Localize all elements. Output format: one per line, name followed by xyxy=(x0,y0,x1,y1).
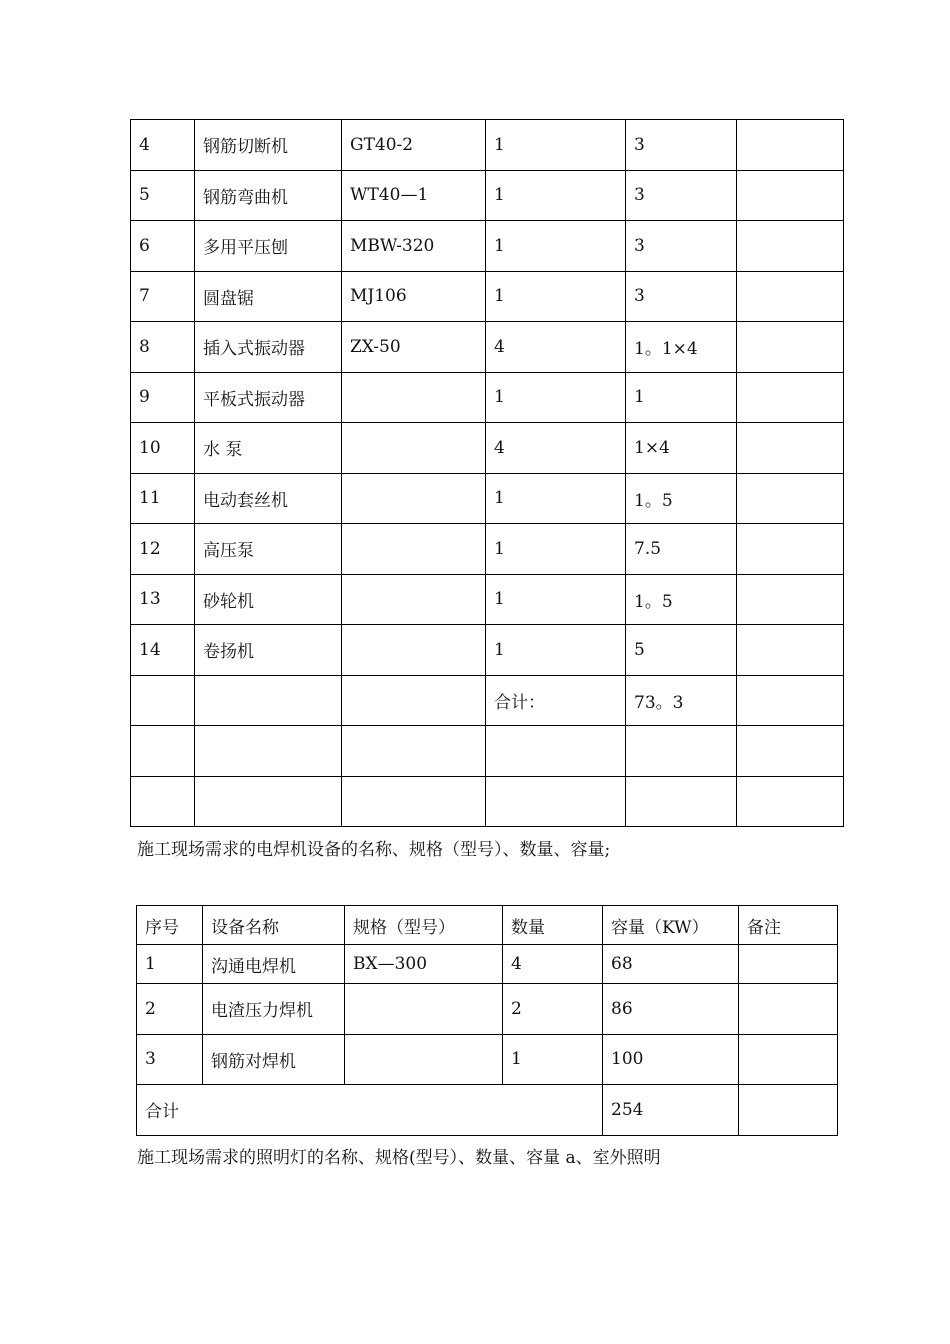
table-cell: 5 xyxy=(131,170,195,221)
table-row xyxy=(131,675,844,726)
table-row xyxy=(131,574,844,625)
table-cell xyxy=(195,726,342,777)
table-cell: 高压泵 xyxy=(195,524,342,575)
table-cell: 1 xyxy=(137,945,203,984)
table-cell: 钢筋弯曲机 xyxy=(195,170,342,221)
welder-table-body xyxy=(137,906,838,1136)
table-cell xyxy=(342,423,486,474)
table-cell xyxy=(737,120,844,171)
table-cell: 1 xyxy=(486,271,626,322)
table-cell: 4 xyxy=(486,423,626,474)
table-cell: 73。3 xyxy=(626,675,737,726)
table-row xyxy=(131,372,844,423)
table-cell: 钢筋对焊机 xyxy=(203,1034,345,1085)
welder-table-header-row xyxy=(137,906,838,945)
total-note xyxy=(739,1085,838,1136)
equipment-table xyxy=(130,119,844,827)
table-row xyxy=(131,524,844,575)
table-cell: 7.5 xyxy=(626,524,737,575)
table-cell xyxy=(626,726,737,777)
table-cell: 电动套丝机 xyxy=(195,473,342,524)
table-row xyxy=(137,984,838,1035)
table-cell: 1。5 xyxy=(626,473,737,524)
table-cell: 1×4 xyxy=(626,423,737,474)
table-cell: 1 xyxy=(486,473,626,524)
table-cell: 多用平压刨 xyxy=(195,221,342,272)
table-cell: 合计： xyxy=(486,675,626,726)
table-row xyxy=(137,945,838,984)
table-cell: 2 xyxy=(137,984,203,1035)
table-cell xyxy=(737,473,844,524)
table-cell: 7 xyxy=(131,271,195,322)
table-cell xyxy=(739,945,838,984)
table-cell: 86 xyxy=(603,984,739,1035)
table-cell xyxy=(342,726,486,777)
table-cell xyxy=(737,170,844,221)
table-cell: 1 xyxy=(486,221,626,272)
table-cell xyxy=(342,372,486,423)
table-cell: 3 xyxy=(626,221,737,272)
table-cell: 1 xyxy=(486,574,626,625)
table-row xyxy=(131,221,844,272)
table-cell xyxy=(739,984,838,1035)
table-cell: 3 xyxy=(137,1034,203,1085)
table-cell: 卷扬机 xyxy=(195,625,342,676)
table-cell: 4 xyxy=(503,945,603,984)
table-cell: 5 xyxy=(626,625,737,676)
table-cell: 2 xyxy=(503,984,603,1035)
table-cell: 砂轮机 xyxy=(195,574,342,625)
table-cell: 3 xyxy=(626,120,737,171)
table-cell xyxy=(737,221,844,272)
table-cell xyxy=(195,675,342,726)
header-cell: 数量 xyxy=(503,906,603,945)
table-cell: 3 xyxy=(626,271,737,322)
table-cell: 1 xyxy=(486,372,626,423)
table-cell: MJ106 xyxy=(342,271,486,322)
table-cell: 4 xyxy=(486,322,626,373)
total-label: 合计 xyxy=(137,1085,603,1136)
table-cell xyxy=(342,776,486,827)
table-cell: 10 xyxy=(131,423,195,474)
table-cell: 1 xyxy=(503,1034,603,1085)
table-cell xyxy=(486,776,626,827)
table-row xyxy=(131,423,844,474)
table-row xyxy=(131,473,844,524)
table-cell xyxy=(737,574,844,625)
table-cell xyxy=(737,675,844,726)
welder-table xyxy=(136,905,838,1136)
table-cell: ZX-50 xyxy=(342,322,486,373)
table-cell xyxy=(737,372,844,423)
table-cell: 1。5 xyxy=(626,574,737,625)
table-cell: 1 xyxy=(626,372,737,423)
table-row xyxy=(131,776,844,827)
table-cell xyxy=(737,625,844,676)
table-cell: 1 xyxy=(486,524,626,575)
table-cell xyxy=(486,726,626,777)
equipment-table-body xyxy=(131,120,844,827)
table-cell: 68 xyxy=(603,945,739,984)
table-cell xyxy=(342,574,486,625)
table-cell: BX—300 xyxy=(345,945,503,984)
table-cell: 14 xyxy=(131,625,195,676)
table-row xyxy=(131,170,844,221)
table-row xyxy=(131,322,844,373)
table-cell xyxy=(739,1034,838,1085)
table-cell: 100 xyxy=(603,1034,739,1085)
lighting-caption: 施工现场需求的照明灯的名称、规格(型号）、数量、容量 a、室外照明 xyxy=(137,1148,661,1168)
table-cell: 12 xyxy=(131,524,195,575)
table-cell: 11 xyxy=(131,473,195,524)
table-row xyxy=(137,1034,838,1085)
table-cell: 水 泵 xyxy=(195,423,342,474)
table-cell xyxy=(737,423,844,474)
table-cell xyxy=(737,322,844,373)
header-cell: 序号 xyxy=(137,906,203,945)
table-cell: MBW-320 xyxy=(342,221,486,272)
table-cell xyxy=(345,984,503,1035)
table-cell: 9 xyxy=(131,372,195,423)
table-row xyxy=(131,726,844,777)
table-cell: 钢筋切断机 xyxy=(195,120,342,171)
table-row xyxy=(131,625,844,676)
welder-caption: 施工现场需求的电焊机设备的名称、规格（型号）、数量、容量; xyxy=(137,840,611,860)
table-cell: 3 xyxy=(626,170,737,221)
table-cell xyxy=(342,625,486,676)
table-cell: 电渣压力焊机 xyxy=(203,984,345,1035)
table-cell xyxy=(342,473,486,524)
table-cell xyxy=(342,675,486,726)
table-cell: 6 xyxy=(131,221,195,272)
table-row xyxy=(131,271,844,322)
table-cell: GT40-2 xyxy=(342,120,486,171)
header-cell: 设备名称 xyxy=(203,906,345,945)
table-cell: 1 xyxy=(486,170,626,221)
total-value: 254 xyxy=(603,1085,739,1136)
table-cell: 沟通电焊机 xyxy=(203,945,345,984)
table-cell xyxy=(131,726,195,777)
table-cell: 4 xyxy=(131,120,195,171)
table-cell: 8 xyxy=(131,322,195,373)
table-cell: 1。1×4 xyxy=(626,322,737,373)
total-row xyxy=(137,1085,838,1136)
table-cell xyxy=(131,776,195,827)
header-cell: 规格（型号） xyxy=(345,906,503,945)
table-cell: 13 xyxy=(131,574,195,625)
table-cell xyxy=(737,726,844,777)
table-cell xyxy=(345,1034,503,1085)
table-cell: 平板式振动器 xyxy=(195,372,342,423)
table-cell: 插入式振动器 xyxy=(195,322,342,373)
table-cell xyxy=(626,776,737,827)
table-cell xyxy=(737,271,844,322)
table-cell xyxy=(737,524,844,575)
table-cell xyxy=(342,524,486,575)
table-cell: 1 xyxy=(486,120,626,171)
table-cell: WT40—1 xyxy=(342,170,486,221)
table-row xyxy=(131,120,844,171)
table-cell xyxy=(131,675,195,726)
table-cell: 圆盘锯 xyxy=(195,271,342,322)
table-cell xyxy=(195,776,342,827)
header-cell: 备注 xyxy=(739,906,838,945)
table-cell: 1 xyxy=(486,625,626,676)
table-cell xyxy=(737,776,844,827)
header-cell: 容量（KW） xyxy=(603,906,739,945)
